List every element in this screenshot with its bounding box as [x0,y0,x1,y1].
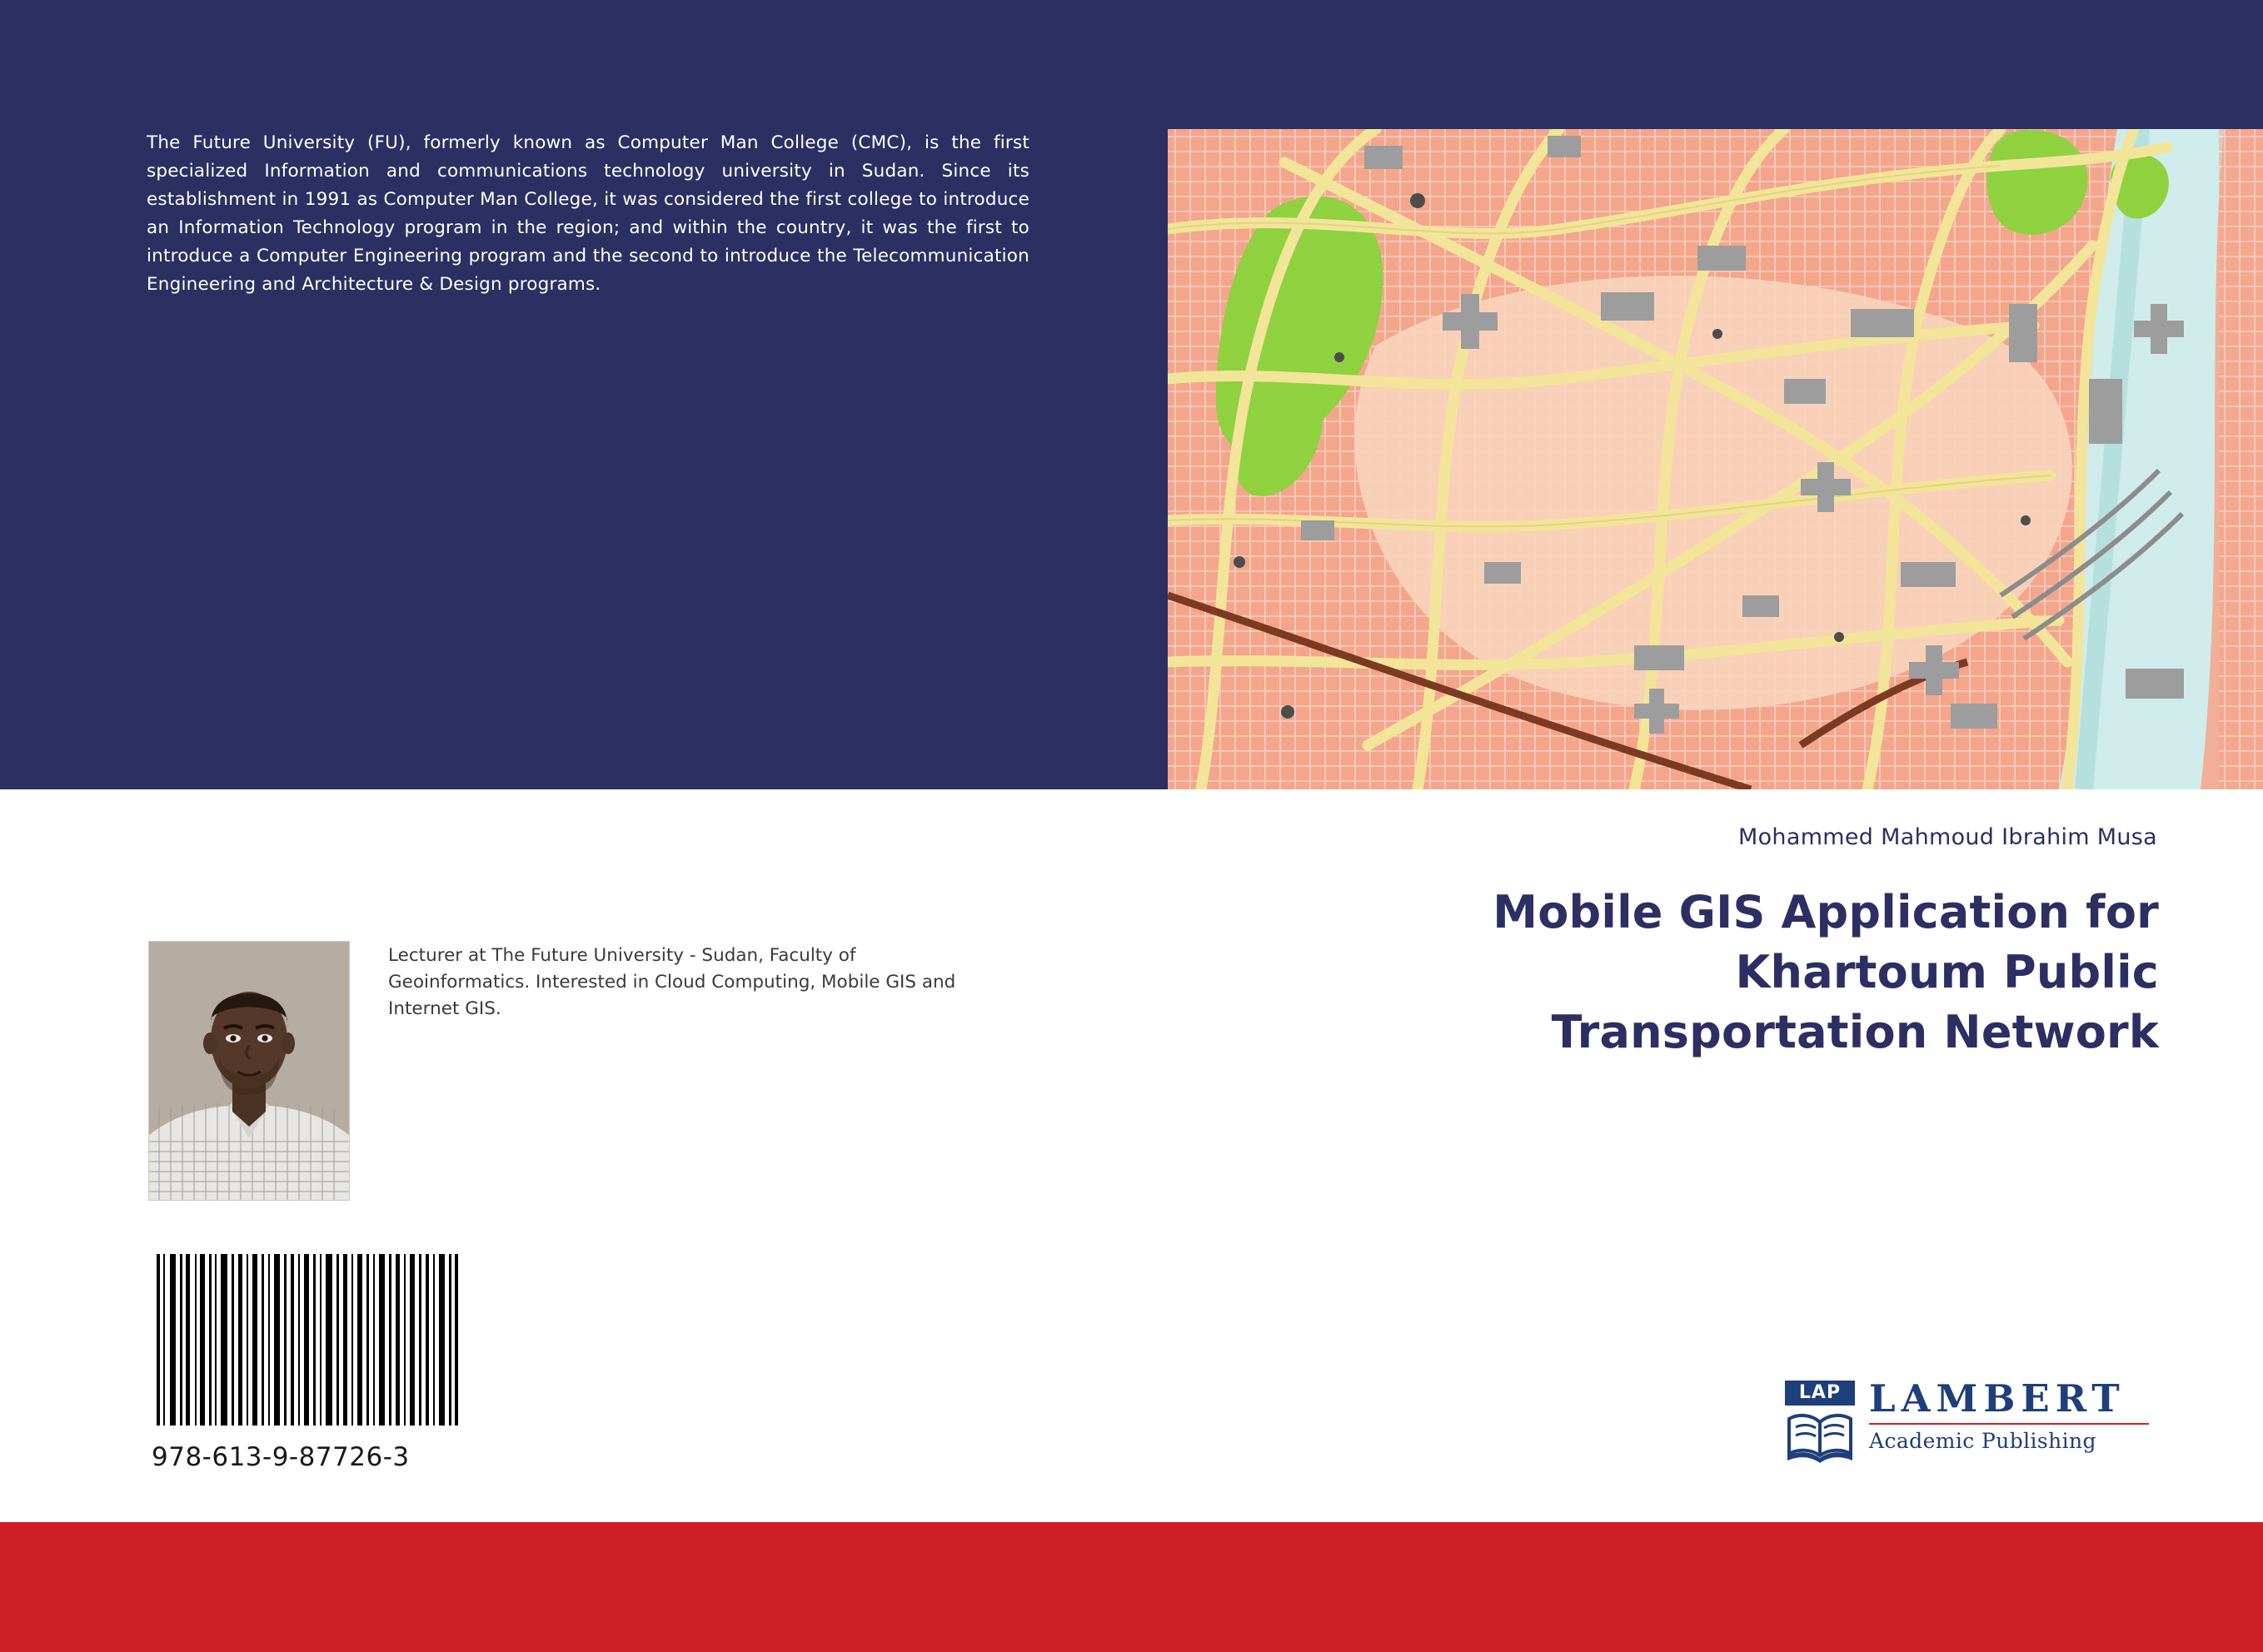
city-map-icon [1168,129,2263,789]
cover-author-name: Mohammed Mahmoud Ibrahim Musa [1738,824,2157,850]
publisher-wordmark [1869,1377,2149,1453]
bottom-color-band [0,1522,2263,1652]
isbn-number: 978-613-9-87726-3 [152,1442,410,1472]
barcode-block [152,1249,468,1472]
cover-title-line-1: Mobile GIS Application for [1493,886,2159,938]
cover-title-line-2: Khartoum Public [1735,946,2159,998]
author-portrait [148,941,350,1201]
cover-title-line-3: Transportation Network [1551,1006,2159,1058]
publisher-mark-text: LAP [1785,1381,1855,1406]
back-cover-description: The Future University (FU), formerly known as Computer Man College (CMC), is the first specialized Information and communications technology university in Sudan. Since its establishment in 1991 as Computer Man College, it was considered the first college to introduce an Information Technology program in the region; and within the country, it was the first to introduce a Computer Engineering program and the second to introduce the Telecommunication Engineering and Architecture & Design programs. [147,132,1029,295]
isbn-barcode-icon [152,1249,461,1431]
publisher-mark [1782,1381,1857,1469]
publisher-tagline: Academic Publishing [1869,1429,2096,1453]
author-bio: Lecturer at The Future University - Sudan, Faculty of Geoinformatics. Interested in Cloud Computing, Mobile GIS and Internet GIS. [388,945,956,1019]
publisher-logo [1782,1374,2149,1482]
open-book-icon [1782,1406,1857,1465]
portrait-icon [149,942,349,1200]
publisher-name: LAMBERT [1869,1376,2126,1421]
cover-title [1108,883,2159,1062]
map-illustration [1168,129,2263,789]
publisher-divider [1869,1423,2149,1425]
